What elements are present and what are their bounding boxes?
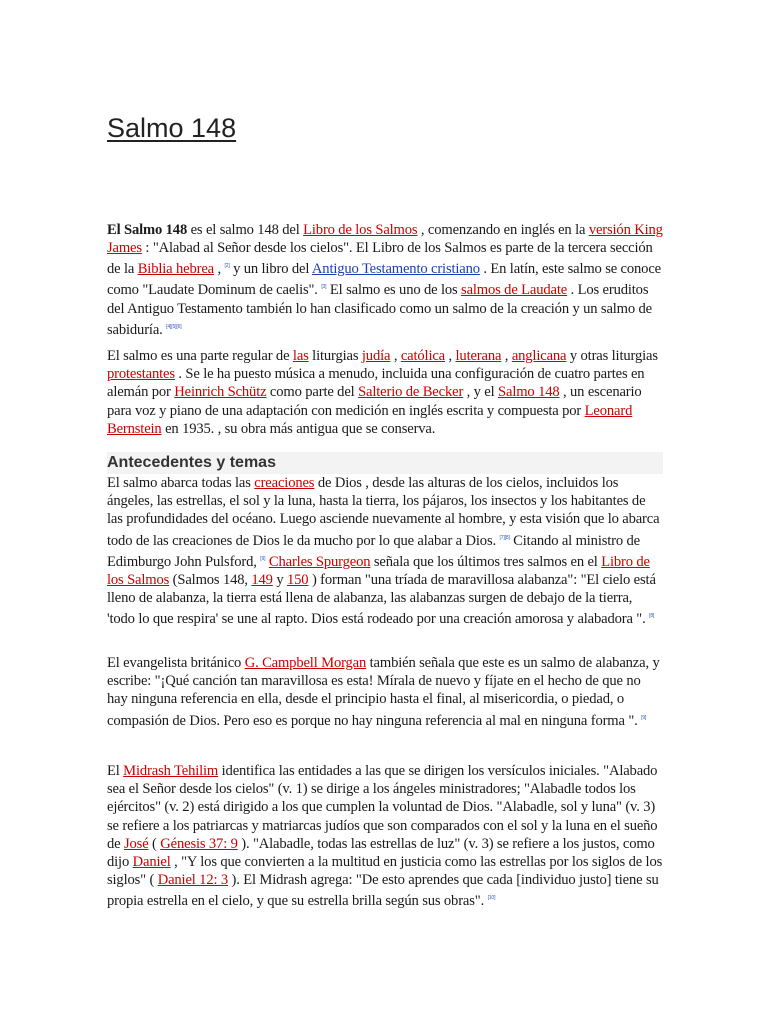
liturgy-paragraph (107, 347, 663, 438)
link-catolica[interactable]: católica (400, 348, 446, 364)
text: , y el (463, 384, 499, 401)
text: es el salmo 148 del (187, 222, 304, 238)
text: , (501, 348, 512, 364)
link-heinrich-schutz[interactable]: Heinrich Schütz (174, 384, 267, 401)
text: (Salmos 148, (169, 571, 252, 588)
link-las[interactable]: las (292, 348, 309, 364)
text: en 1935. , su obra más antigua que se conserva. (161, 420, 436, 437)
link-anglicana[interactable]: anglicana (511, 348, 567, 364)
intro-paragraph (107, 221, 663, 339)
text: y otras liturgias (566, 348, 658, 364)
link-antiguo-testamento[interactable]: Antiguo Testamento cristiano (311, 261, 480, 278)
link-judia[interactable]: judía (361, 348, 391, 364)
text: liturgias (308, 348, 362, 364)
link-jose[interactable]: José (123, 835, 149, 852)
citation-ref[interactable]: [7][8] (499, 534, 510, 541)
text: , comenzando en inglés en la (417, 222, 589, 238)
bold-subject: El Salmo 148 (107, 222, 188, 238)
citation-ref[interactable]: [9] (260, 555, 266, 562)
citation-ref[interactable]: [3] (321, 284, 327, 291)
text: El salmo es una parte regular de (107, 348, 293, 364)
link-protestantes[interactable]: protestantes (107, 366, 175, 383)
text: , (390, 348, 401, 364)
text: de Dios , desde las alturas de los cielos, incluidos los ángeles, las estrellas, el sol y la luna, hasta la tierra, los pájaros, los insectos y los habitantes de las profundidades del océano. Luego asciende nuevamente al hombre, y esta visión que lo abarca todo de las creaciones de Dios le da mucho por lo que alabar a Dios. (107, 475, 660, 549)
text: El salmo es uno de los (326, 282, 462, 299)
text: . Los eruditos del Antiguo Testamento también lo han clasificado como un salmo de la creación y un salmo de sabiduría. (107, 282, 652, 338)
text: ( (148, 835, 161, 852)
link-genesis-37-9[interactable]: Génesis 37: 9 (160, 835, 238, 852)
link-charles-spurgeon[interactable]: Charles Spurgeon (268, 553, 371, 570)
link-luterana[interactable]: luterana (455, 348, 502, 364)
text: El (107, 763, 124, 779)
text: . En latín, este salmo se conoce como "Laudate Dominum de caelis". (107, 261, 661, 299)
link-midrash-tehilim[interactable]: Midrash Tehilim (123, 763, 219, 779)
link-salmos-laudate[interactable]: salmos de Laudate (461, 282, 568, 299)
text: . Se le ha puesto música a menudo, incluida una configuración de cuatro partes en alemán por (107, 366, 645, 401)
text: y un libro del (229, 261, 312, 278)
link-campbell-morgan[interactable]: G. Campbell Morgan (244, 655, 367, 671)
citation-ref[interactable]: [10] (487, 895, 496, 902)
text: también señala que este es un salmo de alabanza, y escribe: "¡Qué canción tan maravillosa es esta! Mírala de nuevo y fíjate en el hecho de que no hay ninguna referencia en ella, desde el principio hasta el final, al misericordia, o piedad, o compasión de Dios. Pero eso es porque no hay ninguna referencia al mal en ninguna forma ". (107, 655, 660, 729)
text: , (213, 261, 225, 278)
text: señala que los últimos tres salmos en el (370, 553, 602, 570)
text: , "Y los que convierten a la multitud en justicia como las estrellas por los siglos de los siglos" ( (107, 854, 663, 889)
text: El salmo abarca todas las (107, 475, 255, 491)
link-salmo-150[interactable]: 150 (287, 571, 309, 588)
link-daniel-12-3[interactable]: Daniel 12: 3 (157, 872, 229, 889)
link-libro-salmos[interactable]: Libro de los Salmos (303, 222, 418, 238)
text: y (272, 571, 287, 588)
morgan-paragraph (107, 654, 663, 730)
link-leonard-bernstein[interactable]: Leonard Bernstein (107, 402, 633, 437)
link-version-king-james[interactable]: versión King James (107, 222, 663, 257)
link-libro-salmos-2[interactable]: Libro de los Salmos (107, 553, 650, 588)
text: Citando al ministro de Edimburgo John Pulsford, (107, 532, 640, 570)
text: ). "Alabadle, todas las estrellas de luz" (v. 3) se refiere a los justos, como dijo (107, 835, 655, 871)
link-salterio-becker[interactable]: Salterio de Becker (358, 384, 464, 401)
text: , (445, 348, 456, 364)
link-daniel[interactable]: Daniel (132, 854, 171, 871)
citation-ref[interactable]: [2] (224, 263, 230, 270)
text: , un escenario para voz y piano de una adaptación con medición en inglés escrita y compuesta por (107, 384, 642, 419)
text: como parte del (266, 384, 359, 401)
link-salmo-149[interactable]: 149 (251, 571, 273, 588)
text: ). El Midrash agrega: "De esto aprendes que cada [individuo justo] tiene su propia estrella en el cielo, y que su estrella brilla según sus obras". (107, 872, 659, 910)
section-heading: Antecedentes y temas (107, 452, 663, 474)
text: El evangelista británico (107, 655, 245, 671)
page-title: Salmo 148 (107, 113, 237, 143)
link-creaciones[interactable]: creaciones (254, 475, 315, 491)
text: ) forman "una tríada de maravillosa alabanza": "El cielo está lleno de alabanza, la tierra está llena de alabanza, las alabanzas surgen de debajo de la tierra, 'todo lo que respira' se une al rapto. Dios está rodeado por una creación amorosa y alabadora ". (107, 571, 656, 627)
citation-ref[interactable]: [4][5][6] (166, 323, 182, 330)
themes-paragraph (107, 474, 663, 628)
link-biblia-hebrea[interactable]: Biblia hebrea (137, 261, 214, 278)
text: : "Alabad al Señor desde los cielos". El Libro de los Salmos es parte de la tercera sección de la (107, 240, 653, 278)
text: identifica las entidades a las que se dirigen los versículos iniciales. "Alabado sea el Señor desde los cielos" (v. 1) se dirige a los ángeles ministradores; "Alabadle todos los ejércitos" (v. 2) está dirigido a los que cumplen la voluntad de Dios. "Alabadle, sol y luna" (v. 3) se refiere a los patriarcas y matriarcas judíos que son comparados con el sol y la luna en el sueño de (107, 763, 658, 852)
citation-ref[interactable]: [8] (649, 613, 655, 620)
midrash-paragraph (107, 762, 663, 910)
citation-ref[interactable]: [9] (641, 714, 647, 721)
link-salmo-148[interactable]: Salmo 148 (498, 384, 560, 401)
